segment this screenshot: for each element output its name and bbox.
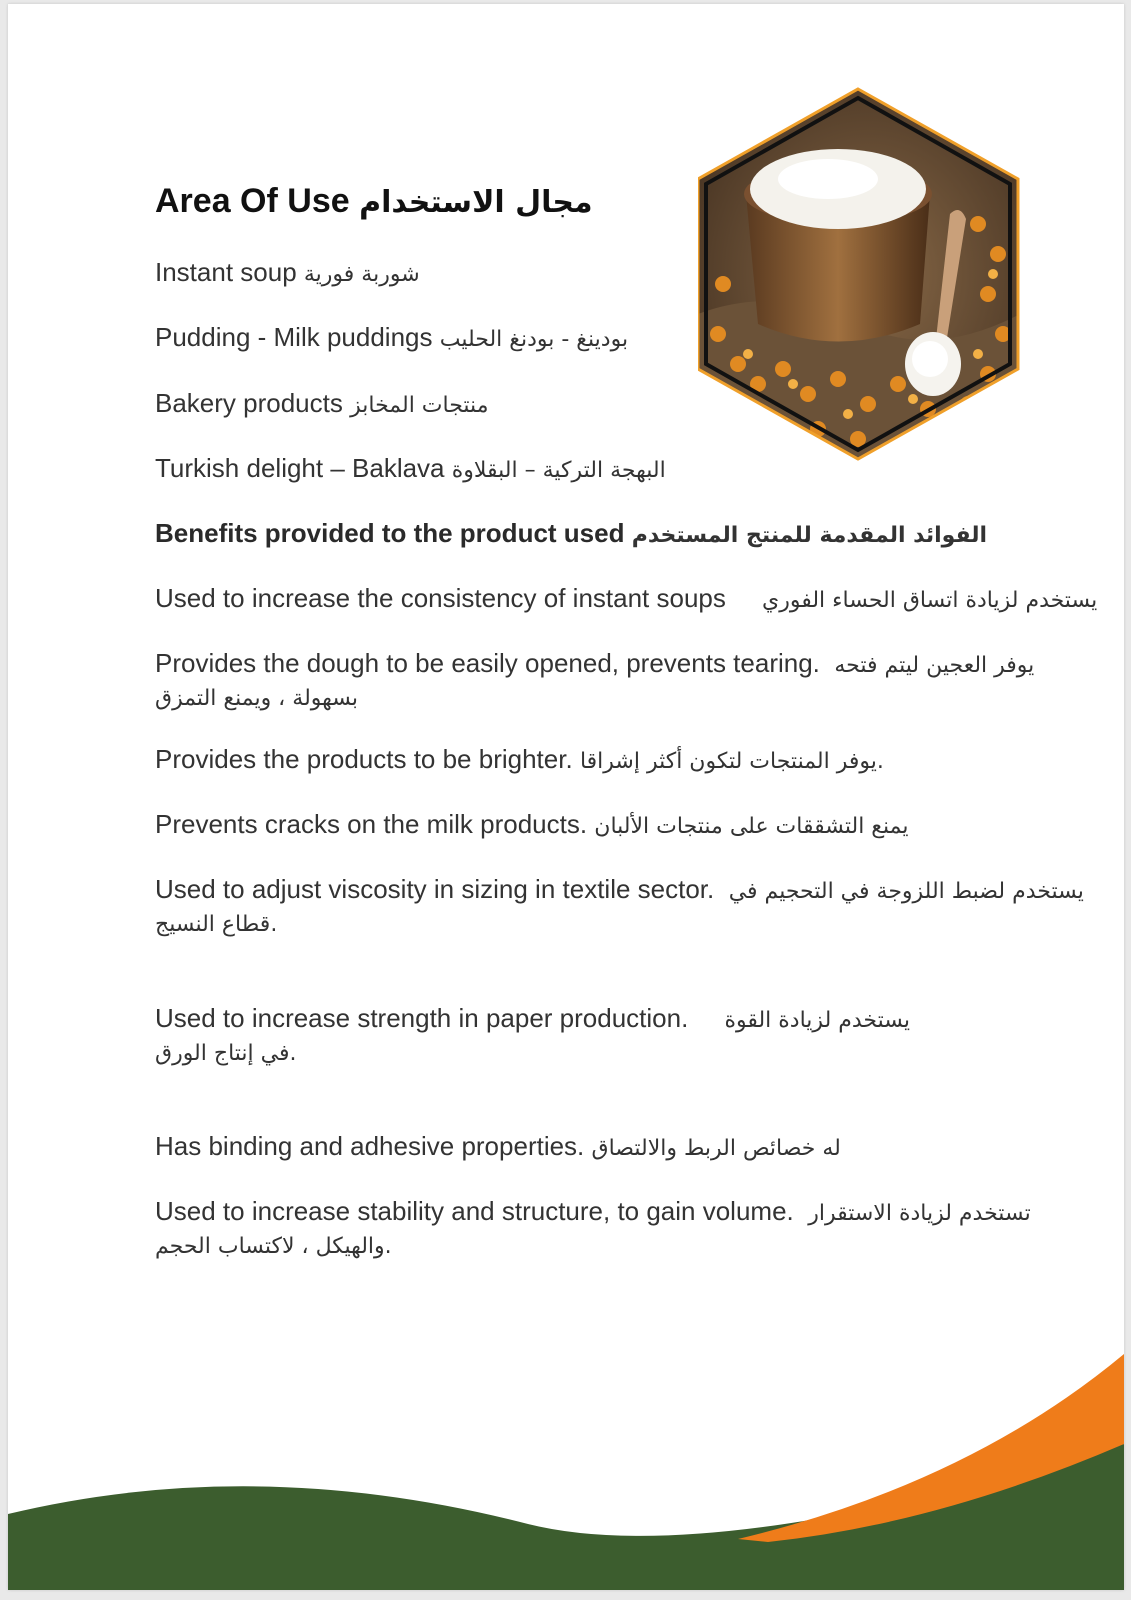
title-en: Area Of Use xyxy=(155,182,350,220)
use-item: Pudding - Milk puddings بودينغ - بودنغ الحليب xyxy=(155,322,629,352)
footer-wave-decoration xyxy=(8,1284,1124,1590)
benefit-item: Used to increase strength in paper production. يستخدم لزيادة القوة في إنتاج الورق. xyxy=(155,1003,911,1066)
benefit-item: Has binding and adhesive properties. له خصائص الربط والالتصاق xyxy=(155,1131,841,1161)
use-item: Turkish delight – Baklava البهجة التركية – البقلاوة xyxy=(155,453,666,483)
benefit-item: Used to adjust viscosity in sizing in textile sector. يستخدم لضبط اللزوجة في التحجيم في قطاع النسيج. xyxy=(155,874,1084,937)
page-title xyxy=(155,182,593,221)
document-page xyxy=(8,4,1124,1590)
use-item: Instant soup شوربة فورية xyxy=(155,257,420,287)
benefit-item: Prevents cracks on the milk products. يمنع التشققات على منتجات الألبان xyxy=(155,809,909,839)
benefit-item: Used to increase the consistency of instant soups يستخدم لزيادة اتساق الحساء الفوري xyxy=(155,583,1098,613)
use-item: Bakery products منتجات المخابز xyxy=(155,388,489,418)
benefit-item: Provides the products to be brighter. يوفر المنتجات لتكون أكثر إشراقا. xyxy=(155,744,884,774)
product-image xyxy=(698,84,1038,464)
benefits-heading: Benefits provided to the product used الفوائد المقدمة للمنتج المستخدم xyxy=(155,518,988,548)
benefit-item: Provides the dough to be easily opened, prevents tearing. يوفر العجين ليتم فتحه بسهولة ، ويمنع التمزق xyxy=(155,648,1035,711)
title-ar: مجال الاستخدام xyxy=(359,185,593,220)
benefit-item: Used to increase stability and structure, to gain volume. تستخدم لزيادة الاستقرار والهيكل ، لاكتساب الحجم. xyxy=(155,1196,1031,1259)
